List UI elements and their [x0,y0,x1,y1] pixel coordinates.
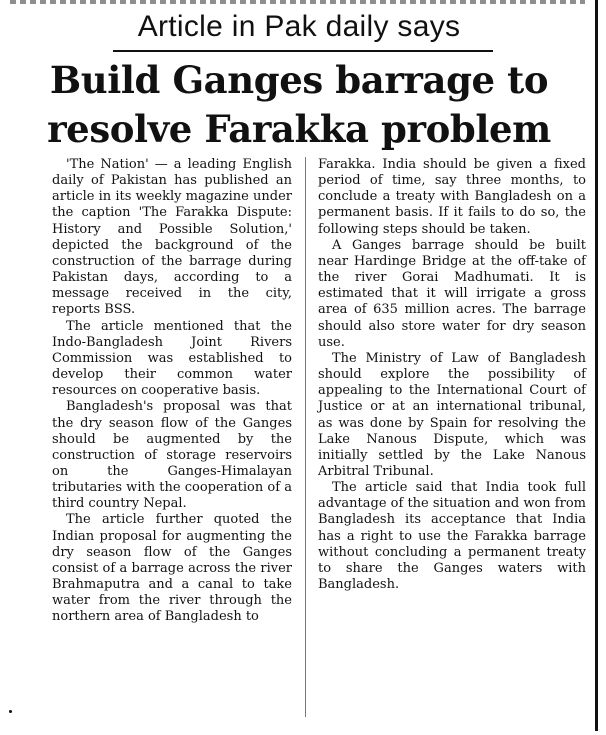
kicker-underline [113,50,493,52]
kicker-line: Article in Pak daily says [137,10,461,43]
left-paragraph-3: Bangladesh's proposal was that the dry season flow of the Ganges should be augmented by the construction of storage reservoirs on the Ganges-Himalayan tributaries with the cooperation of a third country Nepal. [52,399,292,512]
column-divider [305,157,306,717]
headline-line-2: resolve Farakka problem [47,107,551,151]
left-paragraph-2: The article mentioned that the Indo-Bangladesh Joint Rivers Commission was established to develop their common water resources on cooperative basis. [52,318,292,399]
right-paragraph-1: Farakka. India should be given a fixed period of time, say three months, to conclude a treaty with Bangladesh on a permanent basis. If it fails to do so, the following steps should be taken. [318,157,586,237]
right-paragraph-3: The Ministry of Law of Bangladesh should explore the possibility of appealing to the International Court of Justice or at an international tribunal, as was done by Spain for resolving the Lake Nanous Dispute, which was initially settled by the Lake Nanous Arbitral Tribunal. [318,350,586,479]
scan-speck [9,710,12,713]
left-paragraph-1: 'The Nation' — a leading English daily of Pakistan has published an article in its weekly magazine under the caption 'The Farakka Dispute: History and Possible Solution,' depicted the background of the construction of the barrage during Pakistan days, according to a message received in the city, reports BSS. [52,157,292,318]
right-paragraph-4: The article said that India took full advantage of the situation and won from Bangladesh its acceptance that India has a right to use the Farakka barrage without concluding a permanent treaty to share the Ganges waters with Bangladesh. [318,480,586,593]
headline-line-1: Build Ganges barrage to [49,58,549,102]
top-edge-scan-artifact [10,0,585,4]
right-paragraph-2: A Ganges barrage should be built near Hardinge Bridge at the off-take of the river Gorai Madhumati. It is estimated that it will irrigate a gross area of 635 million acres. The barrage should also store water for dry season use. [318,237,586,350]
article-column-left [52,157,292,626]
left-paragraph-4: The article further quoted the Indian proposal for augmenting the dry season flow of the Ganges consist of a barrage across the river Brahmaputra and a canal to take water from the river through the northern area of Bangladesh to [52,512,292,625]
article-column-right [318,157,586,593]
